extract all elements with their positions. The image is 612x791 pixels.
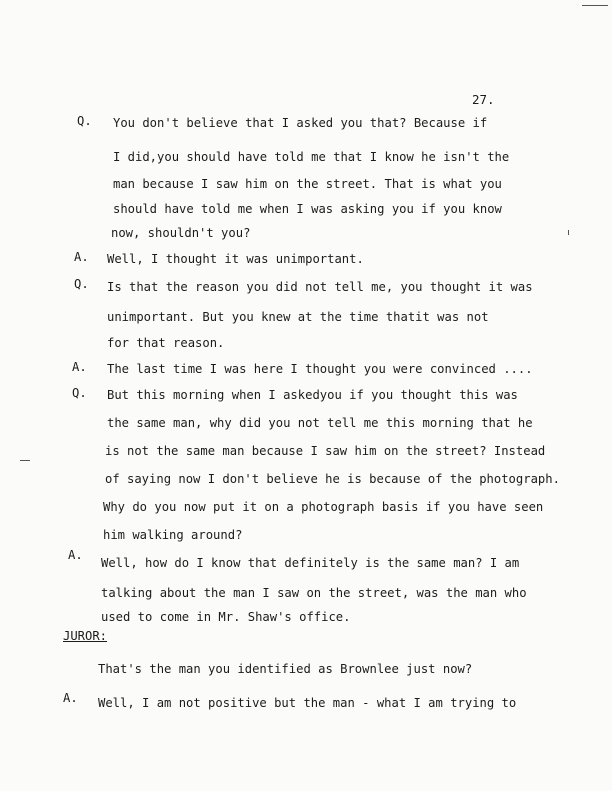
transcript-line: But this morning when I askedyou if you thought this was [107, 388, 518, 402]
transcript-line: I did,you should have told me that I know he isn't the [113, 150, 510, 164]
speaker-q: Q. [74, 277, 89, 291]
transcript-line: the same man, why did you not tell me this morning that he [107, 416, 533, 430]
left-margin-mark [20, 460, 30, 461]
top-edge-mark [582, 5, 608, 6]
transcript-line: Well, I thought it was unimportant. [107, 252, 364, 266]
speaker-a: A. [72, 360, 87, 374]
transcript-line: talking about the man I saw on the street, was the man who [101, 586, 527, 600]
transcript-line: Why do you now put it on a photograph basis if you have seen [103, 500, 544, 514]
transcript-line: is not the same man because I saw him on the street? Instead [105, 444, 546, 458]
speaker-q: Q. [72, 386, 87, 400]
transcript-line: unimportant. But you knew at the time thatit was not [107, 310, 489, 324]
transcript-line: You don't believe that I asked you that? Because if [113, 116, 488, 130]
transcript-line: now, shouldn't you? [111, 226, 251, 240]
transcript-line: Well, I am not positive but the man - what I am trying to [98, 696, 517, 710]
speaker-q: Q. [77, 114, 92, 128]
speaker-a: A. [63, 691, 78, 705]
transcript-line: That's the man you identified as Brownlee just now? [98, 662, 473, 676]
transcript-line: Is that the reason you did not tell me, you thought it was [107, 280, 533, 294]
transcript-line: for that reason. [107, 336, 225, 350]
transcript-line: should have told me when I was asking you if you know [113, 202, 502, 216]
transcript-line: The last time I was here I thought you were convinced .... [107, 362, 533, 376]
transcript-line: of saying now I don't believe he is because of the photograph. [105, 472, 560, 486]
transcript-line: Well, how do I know that definitely is the same man? I am [101, 556, 520, 570]
right-margin-mark [568, 230, 569, 235]
speaker-a: A. [68, 548, 83, 562]
speaker-a: A. [74, 250, 89, 264]
page-number: 27. [472, 92, 495, 107]
transcript-line: man because I saw him on the street. That is what you [113, 177, 502, 191]
transcript-line: him walking around? [103, 528, 243, 542]
transcript-line: used to come in Mr. Shaw's office. [101, 610, 351, 624]
juror-heading: JUROR: [63, 629, 108, 643]
